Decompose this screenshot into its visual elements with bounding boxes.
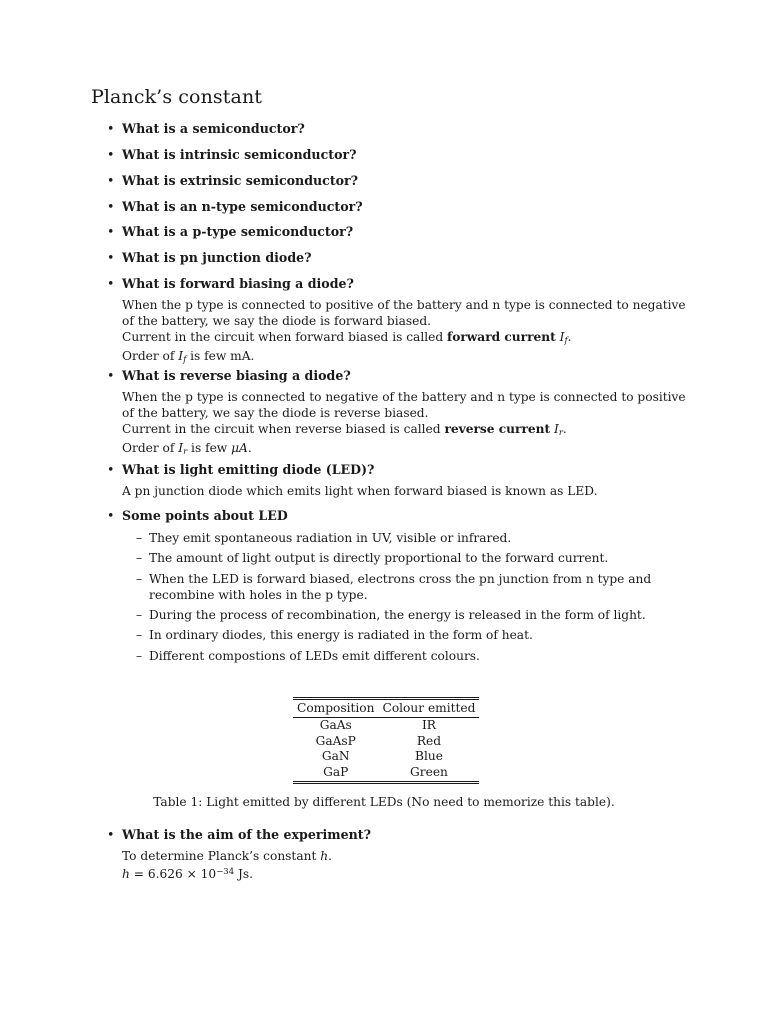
answer-text-part: is few mA.: [186, 349, 255, 364]
answer-text: Current in the circuit when reverse biased is called reverse current $I_r$.: [122, 421, 567, 438]
question-text: • Some points about LED: [107, 508, 687, 524]
reverse-bias-answer: [107, 390, 687, 461]
sub-list-item: – The amount of light output is directly proportional to the forward current.: [149, 551, 687, 567]
answer-text-part: Order of: [122, 441, 179, 456]
column-header: Composition: [293, 699, 379, 718]
answer-text-part: Current in the circuit when reverse biased is called: [122, 421, 445, 436]
list-item: [107, 250, 687, 266]
table-cell: Green: [410, 765, 448, 780]
answer-text-part: Order of: [122, 349, 179, 364]
question-text: • What is reverse biasing a diode?: [107, 368, 687, 384]
answer-text-part: Current in the circuit when forward biased is called: [122, 329, 448, 344]
table-caption: Table 1: Light emitted by different LEDs (No need to memorize this table).: [153, 795, 615, 809]
math-subscript: r: [558, 427, 563, 438]
table-cell: Blue: [415, 749, 443, 764]
question-text: • What is pn junction diode?: [107, 250, 687, 266]
list-item: [107, 121, 687, 137]
answer-text: Order of $I_r$ is few μA.: [122, 441, 252, 458]
math-symbol: I: [559, 329, 565, 344]
list-item: [107, 276, 687, 369]
table-cell: Red: [416, 733, 442, 748]
math-symbol: I: [178, 441, 184, 456]
table-cell: IR: [421, 717, 436, 732]
math-symbol: I: [178, 349, 184, 364]
sub-list-item: – In ordinary diodes, this energy is radiated in the form of heat.: [149, 628, 687, 644]
table-cell: GaAsP: [315, 733, 356, 748]
question-text: • What is an n-type semiconductor?: [107, 199, 687, 215]
math-unit: μA: [231, 441, 248, 456]
answer-text: [122, 865, 687, 883]
term-forward-current: forward current: [447, 329, 556, 344]
math-symbol: h: [320, 849, 329, 863]
math-symbol: I: [554, 421, 559, 436]
answer-text: A pn junction diode which emits light when forward biased is known as LED.: [122, 484, 598, 498]
led-points-list: [107, 531, 687, 665]
list-item: [107, 199, 687, 215]
sub-list-item: – Different compostions of LEDs emit different colours.: [149, 649, 687, 665]
question-text: • What is forward biasing a diode?: [107, 276, 687, 292]
list-item: [107, 224, 687, 240]
aim-answer: [107, 849, 687, 883]
question-text: • What is the aim of the experiment?: [107, 827, 687, 843]
table-cell: GaN: [321, 749, 350, 764]
math-subscript: r: [183, 447, 188, 458]
led-colour-table: [293, 697, 479, 784]
answer-text-part: = 6.626 × 10: [129, 866, 217, 881]
list-item: [107, 368, 687, 461]
table-row: [293, 734, 479, 750]
table-row: [293, 765, 479, 782]
math-exponent: −34: [216, 866, 235, 877]
list-item: [107, 827, 687, 883]
table-row: [293, 717, 479, 733]
table-header-row: [293, 699, 479, 718]
answer-text-part: To determine Planck’s constant: [122, 849, 321, 863]
forward-bias-answer: [107, 298, 687, 369]
question-text: • What is intrinsic semiconductor?: [107, 147, 687, 163]
term-reverse-current: reverse current: [444, 421, 551, 436]
question-text: • What is a p-type semiconductor?: [107, 224, 687, 240]
question-text: • What is extrinsic semiconductor?: [107, 173, 687, 189]
sub-list-item: – When the LED is forward biased, electrons cross the pn junction from n type and recombine with holes in the p type.: [149, 572, 687, 604]
sub-list-item: – They emit spontaneous radiation in UV, visible or infrared.: [149, 531, 687, 547]
answer-text-part: is few: [187, 441, 232, 456]
sub-list-item: – During the process of recombination, the energy is released in the form of light.: [149, 608, 687, 624]
list-item: [107, 462, 687, 500]
answer-text: When the p type is connected to negative of the battery and n type is connected to positive of the battery, we say the diode is reverse biased.: [122, 390, 686, 420]
page-title: Planck’s constant: [91, 86, 263, 108]
list-item: [107, 508, 687, 669]
list-item: [107, 173, 687, 189]
table-cell: GaAs: [319, 717, 352, 732]
answer-text: When the p type is connected to positive of the battery and n type is connected to negative of the battery, we say the diode is forward biased.: [122, 298, 686, 328]
math-symbol: h: [122, 866, 130, 881]
answer-text: To determine Planck’s constant h.: [122, 849, 332, 863]
answer-text: [122, 349, 687, 369]
led-answer: [107, 484, 687, 500]
answer-text-part: Js.: [234, 866, 254, 881]
question-text: • What is light emitting diode (LED)?: [107, 462, 687, 478]
table-row: [293, 749, 479, 765]
math-subscript: f: [183, 355, 187, 366]
column-header: Colour emitted: [379, 699, 480, 718]
answer-text: Current in the circuit when forward biased is called forward current $I_f$.: [122, 329, 572, 346]
list-item: [107, 147, 687, 163]
question-text: • What is a semiconductor?: [107, 121, 687, 137]
table-cell: GaP: [323, 765, 349, 780]
math-subscript: f: [564, 335, 568, 346]
